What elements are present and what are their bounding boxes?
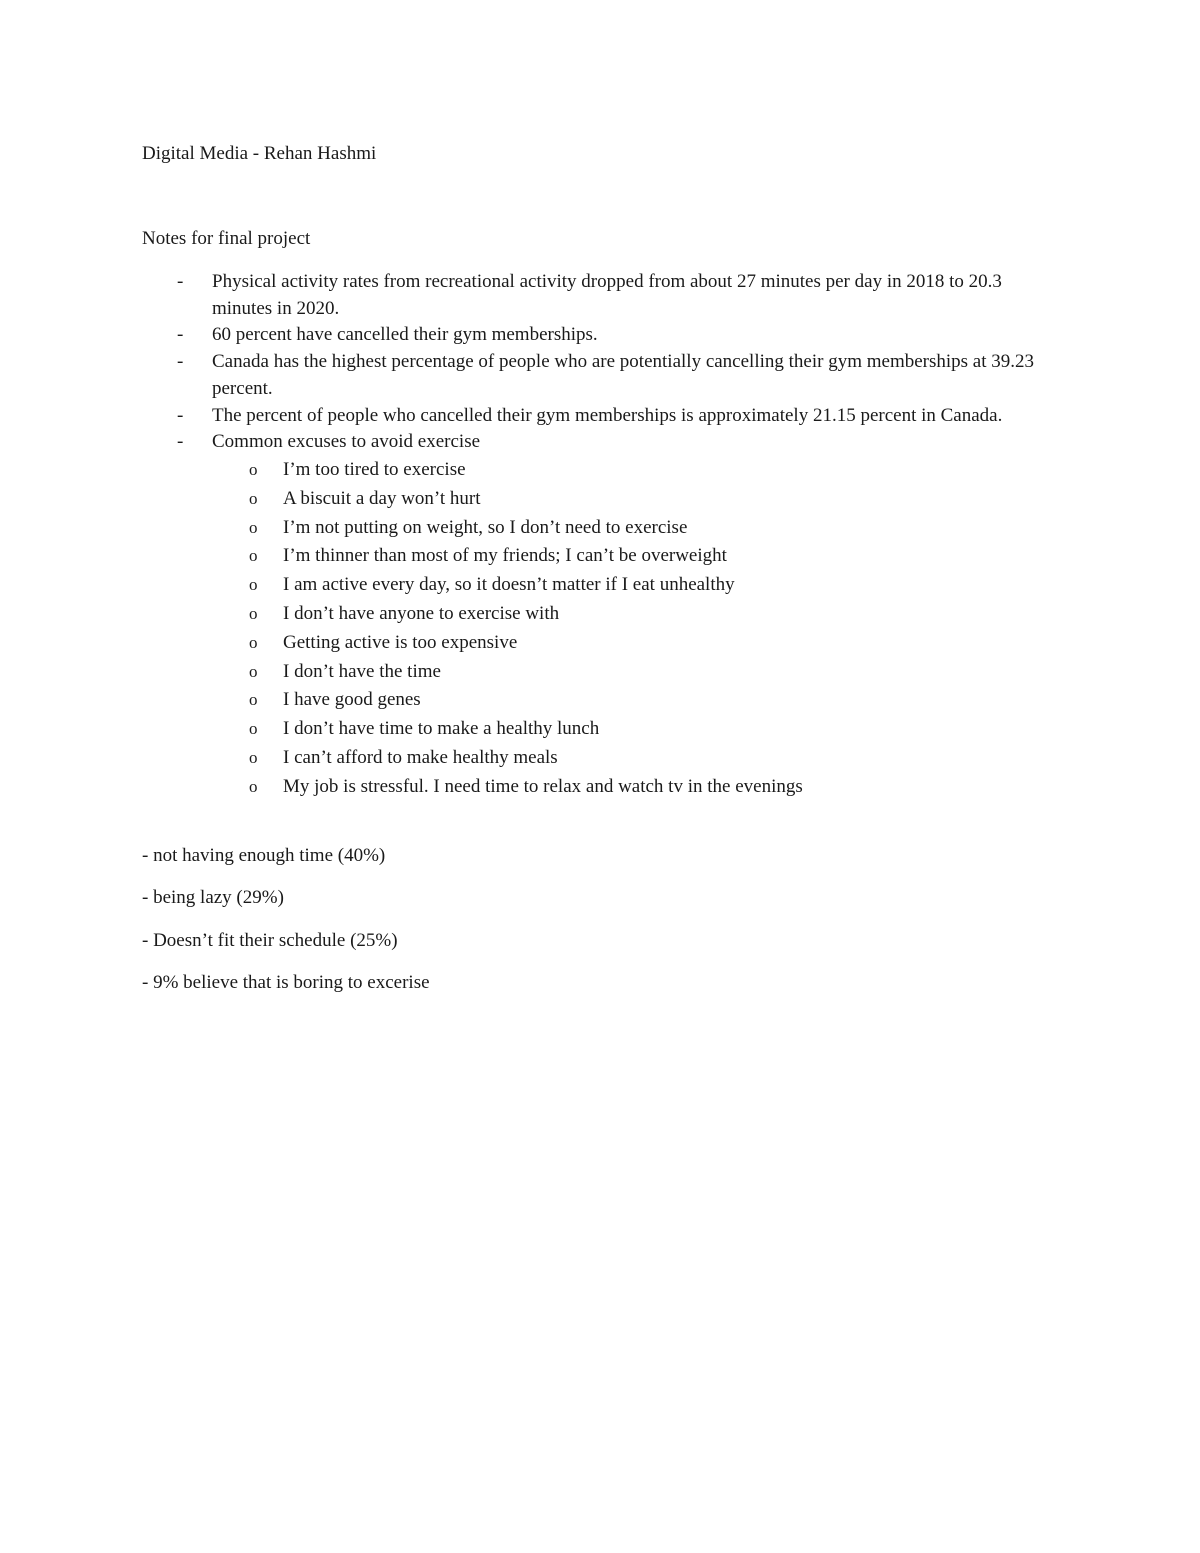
excuse-text: I am active every day, so it doesn’t matter if I eat unhealthy [283,574,735,596]
circle-bullet-icon: o [249,661,258,681]
circle-bullet-icon: o [249,747,258,767]
bullet-dash: - [177,324,184,346]
circle-bullet-icon: o [249,459,258,479]
excuse-item [212,485,1062,514]
excuse-item [212,600,1062,629]
circle-bullet-icon: o [249,719,258,739]
circle-bullet-icon: o [249,776,258,796]
notes-bullet-list [142,269,1062,801]
notes-subtitle: Notes for final project [142,228,311,249]
excuse-item [212,773,1062,802]
excuse-text: Getting active is too expensive [283,631,518,653]
excuse-text: My job is stressful. I need time to relax and watch tv in the evenings [283,775,803,797]
excuses-sublist [212,456,1062,802]
bullet-text: The percent of people who cancelled their gym memberships is approximately 21.15 percent in Canada. [212,404,1003,426]
excuse-text: I don’t have anyone to exercise with [283,602,560,624]
circle-bullet-icon: o [249,632,258,652]
circle-bullet-icon: o [249,575,258,595]
extra-note: - 9% believe that is boring to excerise [142,971,430,993]
extra-note: - not having enough time (40%) [142,845,386,866]
circle-bullet-icon: o [249,488,258,508]
excuse-item [212,514,1062,543]
excuse-text: I’m not putting on weight, so I don’t need to exercise [283,516,688,538]
circle-bullet-icon: o [249,517,258,537]
excuse-item [212,715,1062,744]
excuse-item [212,744,1062,773]
bullet-text: Physical activity rates from recreational activity dropped from about 27 minutes per day in 2018 to 20.3 minutes in 2020. [212,271,1002,319]
excuse-text: A biscuit a day won’t hurt [283,487,481,509]
list-item [142,403,1062,430]
excuse-text: I have good genes [283,689,421,711]
excuse-text: I can’t afford to make healthy meals [283,746,558,768]
bullet-dash: - [177,431,184,453]
excuse-text: I’m thinner than most of my friends; I can’t be overweight [283,545,727,567]
excuse-item [212,686,1062,715]
extra-note: - Doesn’t fit their schedule (25%) [142,929,398,951]
bullet-text: 60 percent have cancelled their gym memberships. [212,324,598,346]
excuse-item [212,456,1062,485]
bullet-dash: - [177,271,184,292]
bullet-text: Common excuses to avoid exercise [212,431,481,453]
bullet-text: Canada has the highest percentage of people who are potentially cancelling their gym memberships at 39.23 percent. [212,351,1035,399]
list-item [142,349,1062,402]
circle-bullet-icon: o [249,690,258,710]
circle-bullet-icon: o [249,603,258,623]
circle-bullet-icon: o [249,546,258,566]
list-item [142,269,1062,322]
document-title: Digital Media - Rehan Hashmi [142,143,377,164]
bullet-dash: - [177,404,184,426]
excuse-item [212,571,1062,600]
extra-notes-list [142,845,430,1014]
extra-note: - being lazy (29%) [142,887,284,909]
excuse-item [212,629,1062,658]
excuse-text: I don’t have time to make a healthy lunch [283,718,600,740]
excuse-item [212,658,1062,687]
excuse-item [212,542,1062,571]
excuse-text: I don’t have the time [283,660,441,682]
list-item [142,429,1062,801]
list-item [142,322,1062,349]
excuse-text: I’m too tired to exercise [283,458,466,480]
bullet-dash: - [177,351,184,373]
